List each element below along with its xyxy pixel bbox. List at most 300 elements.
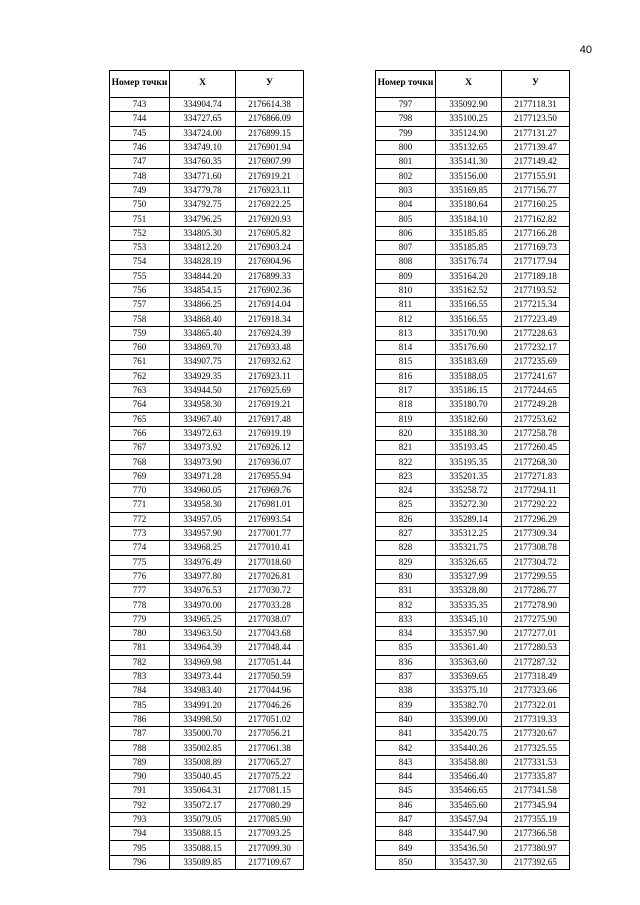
point-number-cell: 825	[376, 498, 436, 512]
table-row	[110, 398, 304, 412]
x-coordinate-cell: 334866.25	[170, 298, 236, 312]
x-coordinate-cell: 335201.35	[436, 469, 502, 483]
y-coordinate-cell: 2177294.11	[502, 484, 570, 498]
x-coordinate-cell: 334869.70	[170, 341, 236, 355]
point-number-cell: 792	[110, 798, 170, 812]
header-x: X	[436, 71, 502, 98]
y-coordinate-cell: 2177189.18	[502, 269, 570, 283]
table-row	[110, 198, 304, 212]
x-coordinate-cell: 334968.25	[170, 541, 236, 555]
y-coordinate-cell: 2177299.55	[502, 569, 570, 583]
point-number-cell: 807	[376, 240, 436, 254]
table-row	[376, 140, 570, 154]
x-coordinate-cell: 335180.70	[436, 398, 502, 412]
x-coordinate-cell: 334960.05	[170, 484, 236, 498]
x-coordinate-cell: 335088.15	[170, 841, 236, 855]
table-row	[376, 755, 570, 769]
x-coordinate-cell: 335312.25	[436, 526, 502, 540]
point-number-cell: 814	[376, 341, 436, 355]
point-number-cell: 803	[376, 183, 436, 197]
table-row	[376, 769, 570, 783]
y-coordinate-cell: 2177085.90	[236, 812, 304, 826]
table-row	[110, 441, 304, 455]
x-coordinate-cell: 334749.10	[170, 140, 236, 154]
x-coordinate-cell: 334963.50	[170, 626, 236, 640]
y-coordinate-cell: 2177309.34	[502, 526, 570, 540]
table-row	[376, 569, 570, 583]
table-row	[376, 226, 570, 240]
x-coordinate-cell: 335186.15	[436, 383, 502, 397]
x-coordinate-cell: 334957.05	[170, 512, 236, 526]
y-coordinate-cell: 2176899.33	[236, 269, 304, 283]
y-coordinate-cell: 2177051.44	[236, 655, 304, 669]
x-coordinate-cell: 335361.40	[436, 641, 502, 655]
point-number-cell: 755	[110, 269, 170, 283]
point-number-cell: 798	[376, 112, 436, 126]
point-number-cell: 810	[376, 283, 436, 297]
table-row	[376, 326, 570, 340]
x-coordinate-cell: 335176.74	[436, 255, 502, 269]
table-row	[110, 512, 304, 526]
y-coordinate-cell: 2177050.59	[236, 669, 304, 683]
point-number-cell: 835	[376, 641, 436, 655]
table-row	[110, 727, 304, 741]
point-number-cell: 837	[376, 669, 436, 683]
y-coordinate-cell: 2177131.27	[502, 126, 570, 140]
point-number-cell: 775	[110, 555, 170, 569]
y-coordinate-cell: 2176902.36	[236, 283, 304, 297]
y-coordinate-cell: 2177275.90	[502, 612, 570, 626]
table-row	[376, 298, 570, 312]
table-row	[376, 841, 570, 855]
y-coordinate-cell: 2177319.33	[502, 712, 570, 726]
table-row	[376, 684, 570, 698]
x-coordinate-cell: 335100.25	[436, 112, 502, 126]
y-coordinate-cell: 2177149.42	[502, 155, 570, 169]
table-row	[110, 312, 304, 326]
y-coordinate-cell: 2176933.48	[236, 341, 304, 355]
x-coordinate-cell: 335166.55	[436, 312, 502, 326]
point-number-cell: 809	[376, 269, 436, 283]
table-row	[110, 755, 304, 769]
y-coordinate-cell: 2177280.53	[502, 641, 570, 655]
point-number-cell: 770	[110, 484, 170, 498]
point-number-cell: 816	[376, 369, 436, 383]
point-number-cell: 799	[376, 126, 436, 140]
table-row	[110, 298, 304, 312]
x-coordinate-cell: 334792.75	[170, 198, 236, 212]
table-row	[376, 741, 570, 755]
point-number-cell: 826	[376, 512, 436, 526]
point-number-cell: 828	[376, 541, 436, 555]
point-number-cell: 794	[110, 827, 170, 841]
y-coordinate-cell: 2176925.69	[236, 383, 304, 397]
x-coordinate-cell: 335436.50	[436, 841, 502, 855]
table-row	[110, 741, 304, 755]
y-coordinate-cell: 2177304.72	[502, 555, 570, 569]
x-coordinate-cell: 335184.10	[436, 212, 502, 226]
table-row	[110, 369, 304, 383]
table-row	[110, 612, 304, 626]
point-number-cell: 754	[110, 255, 170, 269]
point-number-cell: 752	[110, 226, 170, 240]
x-coordinate-cell: 335088.15	[170, 827, 236, 841]
table-row	[376, 712, 570, 726]
x-coordinate-cell: 335375.10	[436, 684, 502, 698]
x-coordinate-cell: 335440.26	[436, 741, 502, 755]
table-row	[110, 383, 304, 397]
table-row	[110, 541, 304, 555]
x-coordinate-cell: 335447.90	[436, 827, 502, 841]
x-coordinate-cell: 335166.55	[436, 298, 502, 312]
point-number-cell: 763	[110, 383, 170, 397]
x-coordinate-cell: 334779.78	[170, 183, 236, 197]
x-coordinate-cell: 334904.74	[170, 98, 236, 112]
x-coordinate-cell: 335369.65	[436, 669, 502, 683]
y-coordinate-cell: 2177235.69	[502, 355, 570, 369]
x-coordinate-cell: 335132.65	[436, 140, 502, 154]
table-row	[110, 555, 304, 569]
y-coordinate-cell: 2177162.82	[502, 212, 570, 226]
y-coordinate-cell: 2177044.96	[236, 684, 304, 698]
y-coordinate-cell: 2177155.91	[502, 169, 570, 183]
x-coordinate-cell: 334868.40	[170, 312, 236, 326]
point-number-cell: 765	[110, 412, 170, 426]
point-number-cell: 820	[376, 426, 436, 440]
x-coordinate-cell: 334972.63	[170, 426, 236, 440]
table-row	[110, 698, 304, 712]
y-coordinate-cell: 2177260.45	[502, 441, 570, 455]
table-row	[110, 669, 304, 683]
point-number-cell: 801	[376, 155, 436, 169]
point-number-cell: 834	[376, 626, 436, 640]
y-coordinate-cell: 2177061.38	[236, 741, 304, 755]
x-coordinate-cell: 335079.05	[170, 812, 236, 826]
x-coordinate-cell: 335141.30	[436, 155, 502, 169]
y-coordinate-cell: 2177320.67	[502, 727, 570, 741]
point-number-cell: 769	[110, 469, 170, 483]
table-row	[376, 855, 570, 869]
x-coordinate-cell: 334760.35	[170, 155, 236, 169]
point-number-cell: 764	[110, 398, 170, 412]
table-row	[110, 212, 304, 226]
y-coordinate-cell: 2176614.38	[236, 98, 304, 112]
x-coordinate-cell: 335183.69	[436, 355, 502, 369]
table-row	[110, 126, 304, 140]
y-coordinate-cell: 2177258.78	[502, 426, 570, 440]
x-coordinate-cell: 335092.90	[436, 98, 502, 112]
table-row	[110, 641, 304, 655]
x-coordinate-cell: 335180.64	[436, 198, 502, 212]
x-coordinate-cell: 335327.99	[436, 569, 502, 583]
x-coordinate-cell: 334958.30	[170, 398, 236, 412]
x-coordinate-cell: 335124.90	[436, 126, 502, 140]
table-row	[110, 684, 304, 698]
point-number-cell: 795	[110, 841, 170, 855]
table-row	[110, 341, 304, 355]
y-coordinate-cell: 2177335.87	[502, 769, 570, 783]
y-coordinate-cell: 2177341.58	[502, 784, 570, 798]
y-coordinate-cell: 2176919.21	[236, 398, 304, 412]
y-coordinate-cell: 2177345.94	[502, 798, 570, 812]
table-row	[376, 484, 570, 498]
y-coordinate-cell: 2176924.39	[236, 326, 304, 340]
y-coordinate-cell: 2176903.24	[236, 240, 304, 254]
table-row	[376, 698, 570, 712]
y-coordinate-cell: 2177139.47	[502, 140, 570, 154]
y-coordinate-cell: 2177038.07	[236, 612, 304, 626]
y-coordinate-cell: 2177156.77	[502, 183, 570, 197]
table-row	[376, 126, 570, 140]
point-number-cell: 850	[376, 855, 436, 869]
point-number-cell: 784	[110, 684, 170, 698]
table-row	[376, 798, 570, 812]
x-coordinate-cell: 334958.30	[170, 498, 236, 512]
x-coordinate-cell: 334844.20	[170, 269, 236, 283]
point-number-cell: 827	[376, 526, 436, 540]
x-coordinate-cell: 335185.85	[436, 240, 502, 254]
point-number-cell: 788	[110, 741, 170, 755]
table-row	[376, 383, 570, 397]
x-coordinate-cell: 334965.25	[170, 612, 236, 626]
point-number-cell: 824	[376, 484, 436, 498]
y-coordinate-cell: 2176914.04	[236, 298, 304, 312]
page-number: 40	[579, 44, 592, 56]
y-coordinate-cell: 2177308.78	[502, 541, 570, 555]
table-row	[376, 169, 570, 183]
point-number-cell: 790	[110, 769, 170, 783]
x-coordinate-cell: 334957.90	[170, 526, 236, 540]
x-coordinate-cell: 334976.53	[170, 584, 236, 598]
table-row	[110, 98, 304, 112]
point-number-cell: 832	[376, 598, 436, 612]
point-number-cell: 767	[110, 441, 170, 455]
point-number-cell: 761	[110, 355, 170, 369]
table-row	[376, 155, 570, 169]
x-coordinate-cell: 334970.00	[170, 598, 236, 612]
y-coordinate-cell: 2177046.26	[236, 698, 304, 712]
table-row	[110, 269, 304, 283]
y-coordinate-cell: 2177080.29	[236, 798, 304, 812]
table-row	[376, 412, 570, 426]
x-coordinate-cell: 335185.85	[436, 226, 502, 240]
x-coordinate-cell: 334854.15	[170, 283, 236, 297]
table-row	[376, 827, 570, 841]
y-coordinate-cell: 2176932.62	[236, 355, 304, 369]
table-row	[110, 769, 304, 783]
y-coordinate-cell: 2177253.62	[502, 412, 570, 426]
point-number-cell: 802	[376, 169, 436, 183]
y-coordinate-cell: 2177331.53	[502, 755, 570, 769]
y-coordinate-cell: 2177075.22	[236, 769, 304, 783]
table-row	[110, 326, 304, 340]
x-coordinate-cell: 335170.90	[436, 326, 502, 340]
y-coordinate-cell: 2177048.44	[236, 641, 304, 655]
point-number-cell: 836	[376, 655, 436, 669]
point-number-cell: 743	[110, 98, 170, 112]
table-row	[110, 455, 304, 469]
x-coordinate-cell: 335321.75	[436, 541, 502, 555]
y-coordinate-cell: 2177026.81	[236, 569, 304, 583]
x-coordinate-cell: 335176.60	[436, 341, 502, 355]
table-row	[110, 812, 304, 826]
table-row	[376, 312, 570, 326]
table-row	[376, 598, 570, 612]
table-row	[110, 827, 304, 841]
table-row	[376, 498, 570, 512]
point-number-cell: 783	[110, 669, 170, 683]
point-number-cell: 830	[376, 569, 436, 583]
table-row	[376, 612, 570, 626]
y-coordinate-cell: 2176918.34	[236, 312, 304, 326]
table-row	[376, 398, 570, 412]
point-number-cell: 749	[110, 183, 170, 197]
point-number-cell: 756	[110, 283, 170, 297]
x-coordinate-cell: 335466.40	[436, 769, 502, 783]
point-number-cell: 847	[376, 812, 436, 826]
table-row	[376, 541, 570, 555]
x-coordinate-cell: 335289.14	[436, 512, 502, 526]
point-number-cell: 785	[110, 698, 170, 712]
y-coordinate-cell: 2177093.25	[236, 827, 304, 841]
point-number-cell: 781	[110, 641, 170, 655]
point-number-cell: 748	[110, 169, 170, 183]
point-number-cell: 789	[110, 755, 170, 769]
table-row	[110, 355, 304, 369]
point-number-cell: 839	[376, 698, 436, 712]
point-number-cell: 768	[110, 455, 170, 469]
table-row	[376, 441, 570, 455]
x-coordinate-cell: 334991.20	[170, 698, 236, 712]
table-row	[110, 183, 304, 197]
table-row	[376, 455, 570, 469]
point-number-cell: 849	[376, 841, 436, 855]
y-coordinate-cell: 2176993.54	[236, 512, 304, 526]
point-number-cell: 762	[110, 369, 170, 383]
coordinates-table-left	[109, 70, 304, 870]
x-coordinate-cell: 335193.45	[436, 441, 502, 455]
point-number-cell: 780	[110, 626, 170, 640]
x-coordinate-cell: 335064.31	[170, 784, 236, 798]
y-coordinate-cell: 2177193.52	[502, 283, 570, 297]
table-row	[376, 784, 570, 798]
y-coordinate-cell: 2176923.11	[236, 183, 304, 197]
y-coordinate-cell: 2176969.76	[236, 484, 304, 498]
y-coordinate-cell: 2177043.68	[236, 626, 304, 640]
x-coordinate-cell: 335458.80	[436, 755, 502, 769]
y-coordinate-cell: 2177228.63	[502, 326, 570, 340]
y-coordinate-cell: 2177232.17	[502, 341, 570, 355]
y-coordinate-cell: 2176955.94	[236, 469, 304, 483]
table-row	[376, 369, 570, 383]
y-coordinate-cell: 2177169.73	[502, 240, 570, 254]
y-coordinate-cell: 2177030.72	[236, 584, 304, 598]
point-number-cell: 846	[376, 798, 436, 812]
x-coordinate-cell: 335363.60	[436, 655, 502, 669]
point-number-cell: 841	[376, 727, 436, 741]
x-coordinate-cell: 335258.72	[436, 484, 502, 498]
y-coordinate-cell: 2176922.25	[236, 198, 304, 212]
point-number-cell: 817	[376, 383, 436, 397]
x-coordinate-cell: 335156.00	[436, 169, 502, 183]
x-coordinate-cell: 335437.30	[436, 855, 502, 869]
table-row	[110, 484, 304, 498]
point-number-cell: 793	[110, 812, 170, 826]
point-number-cell: 833	[376, 612, 436, 626]
point-number-cell: 815	[376, 355, 436, 369]
table-row	[376, 469, 570, 483]
x-coordinate-cell: 334771.60	[170, 169, 236, 183]
x-coordinate-cell: 335169.85	[436, 183, 502, 197]
table-row	[376, 584, 570, 598]
table-row	[110, 784, 304, 798]
y-coordinate-cell: 2177286.77	[502, 584, 570, 598]
table-row	[110, 584, 304, 598]
table-row	[110, 712, 304, 726]
x-coordinate-cell: 335335.35	[436, 598, 502, 612]
x-coordinate-cell: 335162.52	[436, 283, 502, 297]
y-coordinate-cell: 2176901.94	[236, 140, 304, 154]
table-row	[110, 169, 304, 183]
y-coordinate-cell: 2176936.07	[236, 455, 304, 469]
table-row	[376, 641, 570, 655]
header-point-number: Номер точки	[110, 71, 170, 98]
table-row	[110, 155, 304, 169]
x-coordinate-cell: 334964.39	[170, 641, 236, 655]
point-number-cell: 819	[376, 412, 436, 426]
table-row	[376, 626, 570, 640]
point-number-cell: 778	[110, 598, 170, 612]
x-coordinate-cell: 334973.44	[170, 669, 236, 683]
point-number-cell: 806	[376, 226, 436, 240]
y-coordinate-cell: 2177292.22	[502, 498, 570, 512]
y-coordinate-cell: 2176923.11	[236, 369, 304, 383]
table-row	[376, 255, 570, 269]
y-coordinate-cell: 2177287.32	[502, 655, 570, 669]
x-coordinate-cell: 335188.30	[436, 426, 502, 440]
x-coordinate-cell: 335465.60	[436, 798, 502, 812]
table-row	[110, 255, 304, 269]
x-coordinate-cell: 334944.50	[170, 383, 236, 397]
table-row	[110, 655, 304, 669]
x-coordinate-cell: 335195.35	[436, 455, 502, 469]
x-coordinate-cell: 335328.80	[436, 584, 502, 598]
table-row	[376, 812, 570, 826]
point-number-cell: 805	[376, 212, 436, 226]
header-x: X	[170, 71, 236, 98]
table-row	[110, 598, 304, 612]
x-coordinate-cell: 334796.25	[170, 212, 236, 226]
table-row	[110, 283, 304, 297]
y-coordinate-cell: 2177278.90	[502, 598, 570, 612]
y-coordinate-cell: 2177380.97	[502, 841, 570, 855]
point-number-cell: 759	[110, 326, 170, 340]
x-coordinate-cell: 334973.92	[170, 441, 236, 455]
point-number-cell: 745	[110, 126, 170, 140]
point-number-cell: 838	[376, 684, 436, 698]
x-coordinate-cell: 335466.65	[436, 784, 502, 798]
y-coordinate-cell: 2177177.94	[502, 255, 570, 269]
table-row	[110, 498, 304, 512]
table-row	[376, 727, 570, 741]
point-number-cell: 747	[110, 155, 170, 169]
table-row	[110, 226, 304, 240]
point-number-cell: 787	[110, 727, 170, 741]
x-coordinate-cell: 335040.45	[170, 769, 236, 783]
y-coordinate-cell: 2177118.31	[502, 98, 570, 112]
point-number-cell: 782	[110, 655, 170, 669]
y-coordinate-cell: 2177081.15	[236, 784, 304, 798]
